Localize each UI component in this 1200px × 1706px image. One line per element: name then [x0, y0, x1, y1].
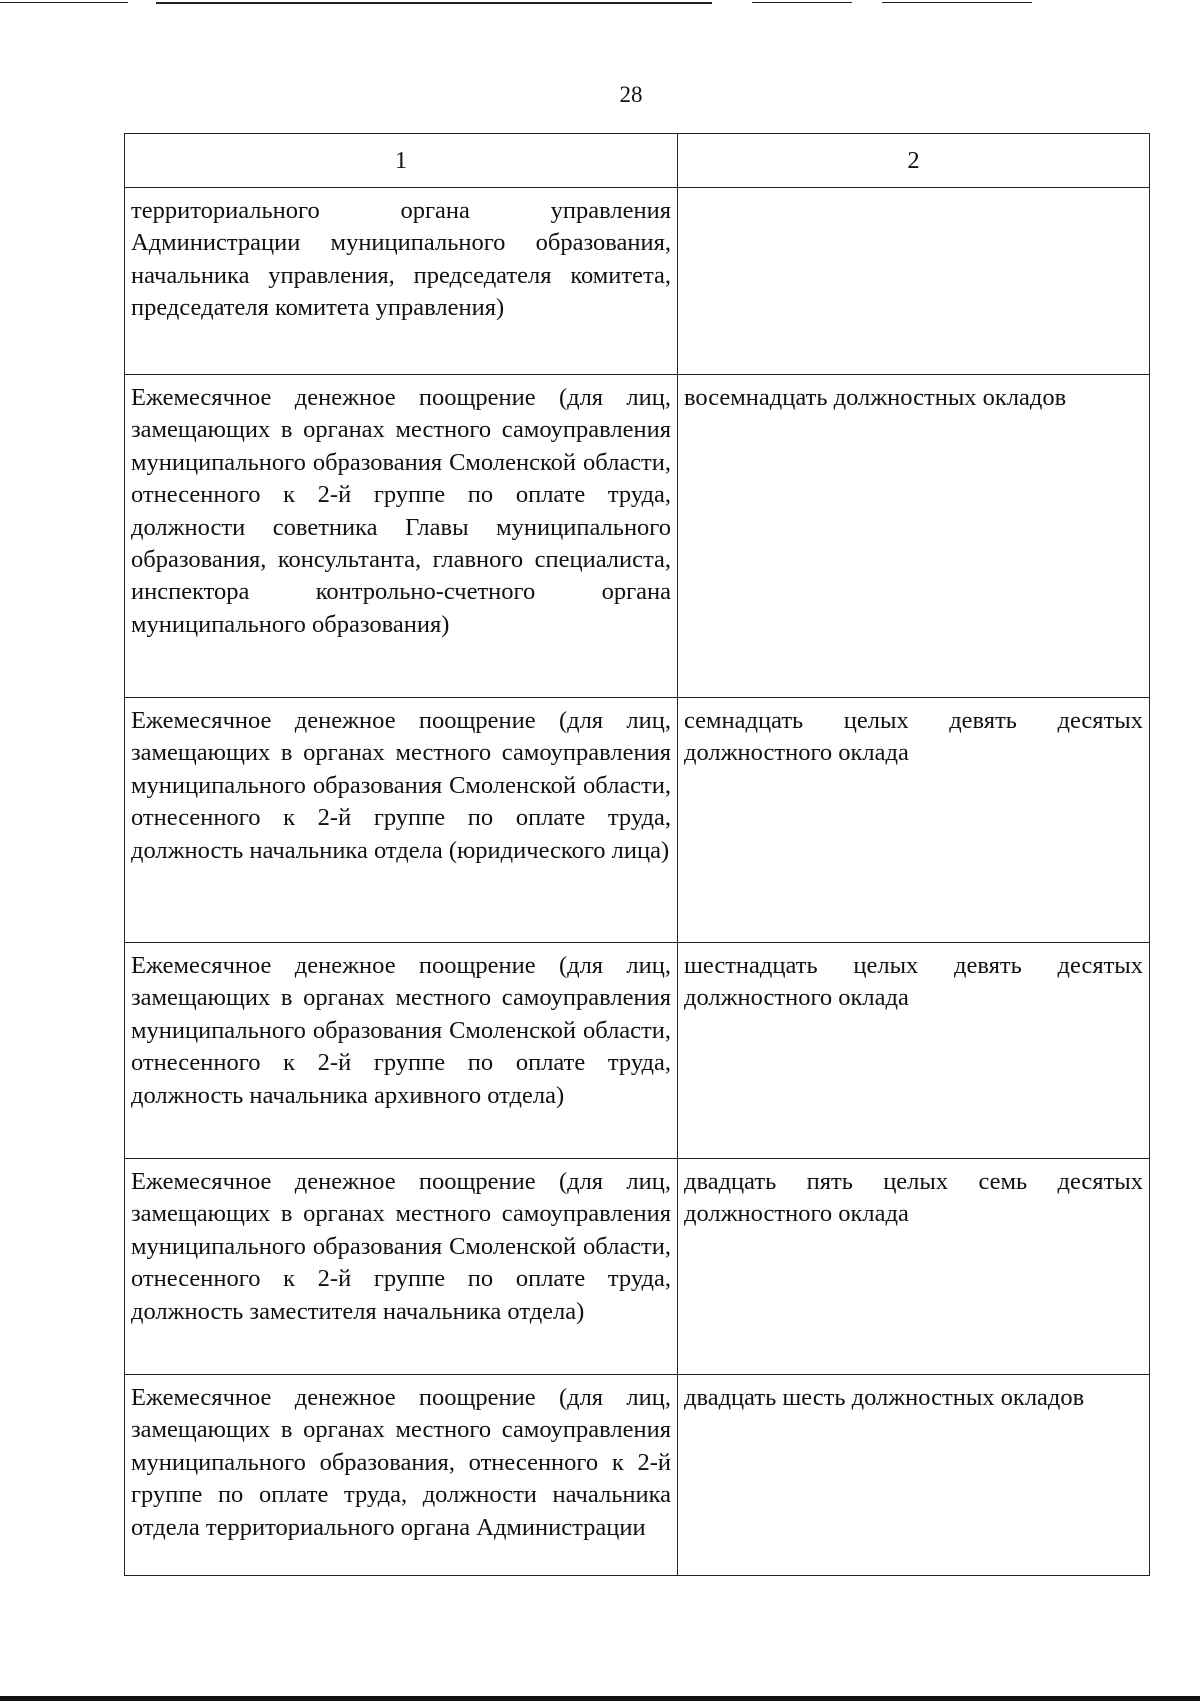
table-cell-amount: двадцать шесть должностных окладов [678, 1375, 1150, 1576]
table-header-row [125, 134, 1150, 188]
table-row [125, 698, 1150, 943]
column-header-1: 1 [125, 134, 678, 188]
scan-artifact-top-1 [0, 2, 128, 3]
table-row [125, 188, 1150, 375]
scan-artifact-bottom [0, 1696, 1200, 1701]
table-cell-position: Ежемесячное денежное поощрение (для лиц, замещающих в органах местного самоуправления муниципального образования, отнесенного к 2-й группе по оплате труда, должности начальника отдела территориального органа Администрации [125, 1375, 678, 1576]
column-header-2: 2 [678, 134, 1150, 188]
table-row [125, 375, 1150, 698]
table-row [125, 943, 1150, 1159]
table-row [125, 1375, 1150, 1576]
table-cell-position: Ежемесячное денежное поощрение (для лиц, замещающих в органах местного самоуправления муниципального образования Смоленской области, отнесенного к 2-й группе по оплате труда, должности советника Главы муниципального образования, консультанта, главного специалиста, инспектора контрольно-счетного органа муниципального образования) [125, 375, 678, 698]
table-cell-position: Ежемесячное денежное поощрение (для лиц, замещающих в органах местного самоуправления муниципального образования Смоленской области, отнесенного к 2-й группе по оплате труда, должность начальника отдела (юридического лица) [125, 698, 678, 943]
scan-artifact-top-3 [752, 2, 852, 3]
table-row [125, 1159, 1150, 1375]
document-table [124, 133, 1150, 1576]
scan-artifact-top-4 [882, 2, 1032, 3]
table-cell-amount: шестнадцать целых девять десятых должностного оклада [678, 943, 1150, 1159]
table-cell-amount: двадцать пять целых семь десятых должностного оклада [678, 1159, 1150, 1375]
table-cell-amount [678, 188, 1150, 375]
table-cell-position: Ежемесячное денежное поощрение (для лиц, замещающих в органах местного самоуправления муниципального образования Смоленской области, отнесенного к 2-й группе по оплате труда, должность начальника архивного отдела) [125, 943, 678, 1159]
table-cell-amount: восемнадцать должностных окладов [678, 375, 1150, 698]
table-cell-position: территориального органа управления Администрации муниципального образования, начальника управления, председателя комитета, председателя комитета управления) [125, 188, 678, 375]
table-cell-amount: семнадцать целых девять десятых должностного оклада [678, 698, 1150, 943]
table-cell-position: Ежемесячное денежное поощрение (для лиц, замещающих в органах местного самоуправления муниципального образования Смоленской области, отнесенного к 2-й группе по оплате труда, должность заместителя начальника отдела) [125, 1159, 678, 1375]
scan-artifact-top-2 [156, 2, 712, 4]
page-number: 28 [619, 82, 643, 107]
